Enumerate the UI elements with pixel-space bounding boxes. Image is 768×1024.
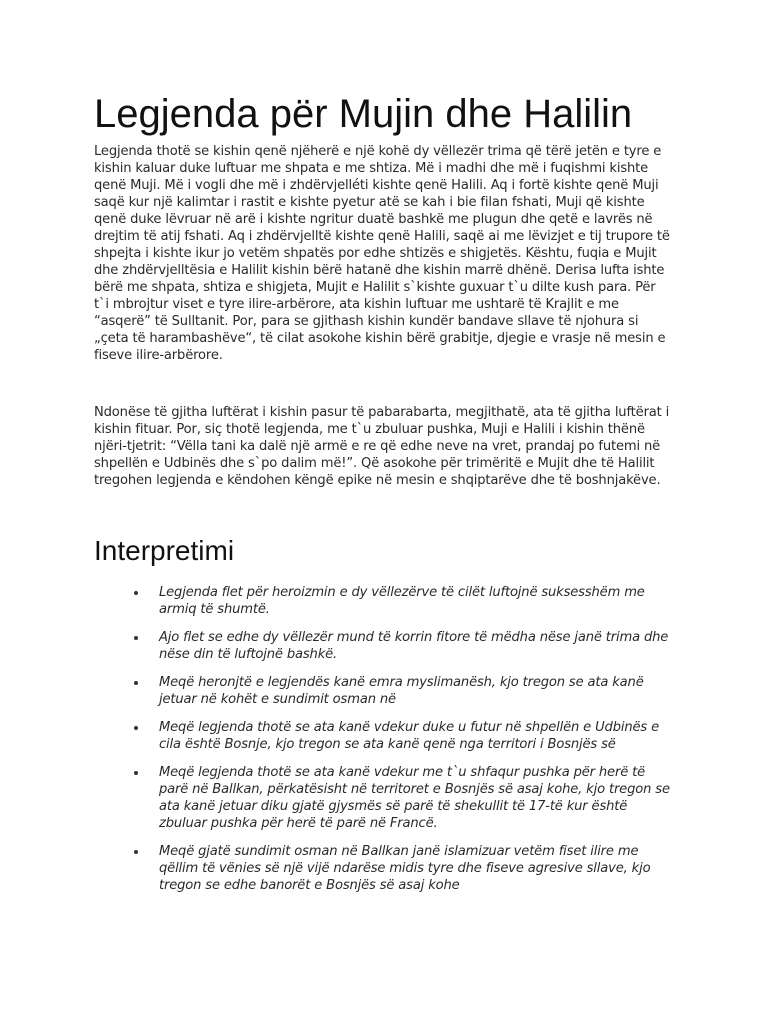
interpretation-list	[94, 584, 674, 905]
page-title: Legjenda për Mujin dhe Halilin	[94, 92, 633, 136]
list-item-text: Legjenda flet për heroizmin e dy vëllezërve të cilët luftojnë suksesshëm me armiq të shumtë.	[159, 585, 645, 617]
section-heading: Interpretimi	[94, 535, 235, 566]
list-item	[94, 629, 674, 663]
list-item-text: Meqë heronjtë e legjendës kanë emra myslimanësh, kjo tregon se ata kanë jetuar në kohët e sundimit osman në	[159, 675, 644, 707]
bullet-icon	[134, 681, 138, 685]
list-item	[94, 584, 674, 618]
bullet-icon	[134, 850, 138, 854]
list-item-text: Meqë gjatë sundimit osman në Ballkan janë islamizuar vetëm fiset ilire me qëllim të vënies së një vijë ndarëse midis tyre dhe fiseve agresive sllave, kjo tregon se edhe banorët e Bosnjës së asaj kohe	[159, 844, 651, 893]
bullet-icon	[134, 591, 138, 595]
paragraph-1: Legjenda thotë se kishin qenë njëherë e një kohë dy vëllezër trima që tërë jetën e tyre e kishin kaluar duke luftuar me shpata e me shtiza. Më i madhi dhe më i fuqishmi kishte qenë Muji. Më i vogli dhe më i zhdërvjelléti kishte qenë Halili. Aq i fortë kishte qenë Muji saqë kur një kalimtar i rastit e kishte pyetur atë se kah i bie filan fshati, Muji që kishte qenë duke lëvruar në arë i kishte ngritur duatë bashkë me plugun dhe qetë e lavrës në drejtim të atij fshati. Aq i zhdërvjelltë kishte qenë Halili, saqë ai me lëvizjet e tij trupore të shpejta i kishte ikur jo vetëm shpatës por edhe shtizës e shigjetës. Kështu, fuqia e Mujit dhe zhdërvjelltësia e Halilit kishin bërë hatanë dhe kishin marrë dhënë. Derisa lufta ishte bërë me shpata, shtiza e shigjeta, Mujit e Halilit s`kishte guxuar t`u dilte kush para. Për t`i mbrojtur viset e tyre ilire-arbërore, ata kishin luftuar me ushtarë të Krajlit e me “asqerë” të Sulltanit. Por, para se gjithash kishin kundër bandave sllave të njohura si „çeta të harambashëve“, të cilat asokohe kishin bërë grabitje, djegie e vrasje në mesin e fiseve ilire-arbërore.	[94, 144, 670, 363]
list-item	[94, 843, 674, 894]
list-item	[94, 764, 674, 832]
list-item	[94, 719, 674, 753]
paragraph-2: Ndonëse të gjitha luftërat i kishin pasur të pabarabarta, megjithatë, ata të gjitha luftërat i kishin fituar. Por, siç thotë legjenda, me t`u zbuluar pushka, Muji e Halili i kishin thënë njëri-tjetrit: “Vëlla tani ka dalë një armë e re që edhe neve na vret, prandaj po futemi në shpellën e Udbinës dhe s`po dalim më!”. Që asokohe për trimëritë e Mujit dhe të Halilit tregohen legjenda e këndohen këngë epike në mesin e shqiptarëve dhe të boshnjakëve.	[94, 405, 670, 488]
list-item	[94, 674, 674, 708]
bullet-icon	[134, 771, 138, 775]
list-item-text: Meqë legjenda thotë se ata kanë vdekur me t`u shfaqur pushka për herë të parë në Ballkan, përkatësisht në territoret e Bosnjës së asaj kohe, kjo tregon se ata kanë jetuar diku gjatë gjysmës së parë të shekullit të 17-të kur është zbuluar pushka për herë të parë në Francë.	[159, 765, 670, 831]
list-item-text: Meqë legjenda thotë se ata kanë vdekur duke u futur në shpellën e Udbinës e cila është Bosnje, kjo tregon se ata kanë qenë nga territori i Bosnjës së	[159, 720, 659, 752]
list-item-text: Ajo flet se edhe dy vëllezër mund të korrin fitore të mëdha nëse janë trima dhe nëse din të luftojnë bashkë.	[159, 630, 669, 662]
bullet-icon	[134, 636, 138, 640]
bullet-icon	[134, 726, 138, 730]
